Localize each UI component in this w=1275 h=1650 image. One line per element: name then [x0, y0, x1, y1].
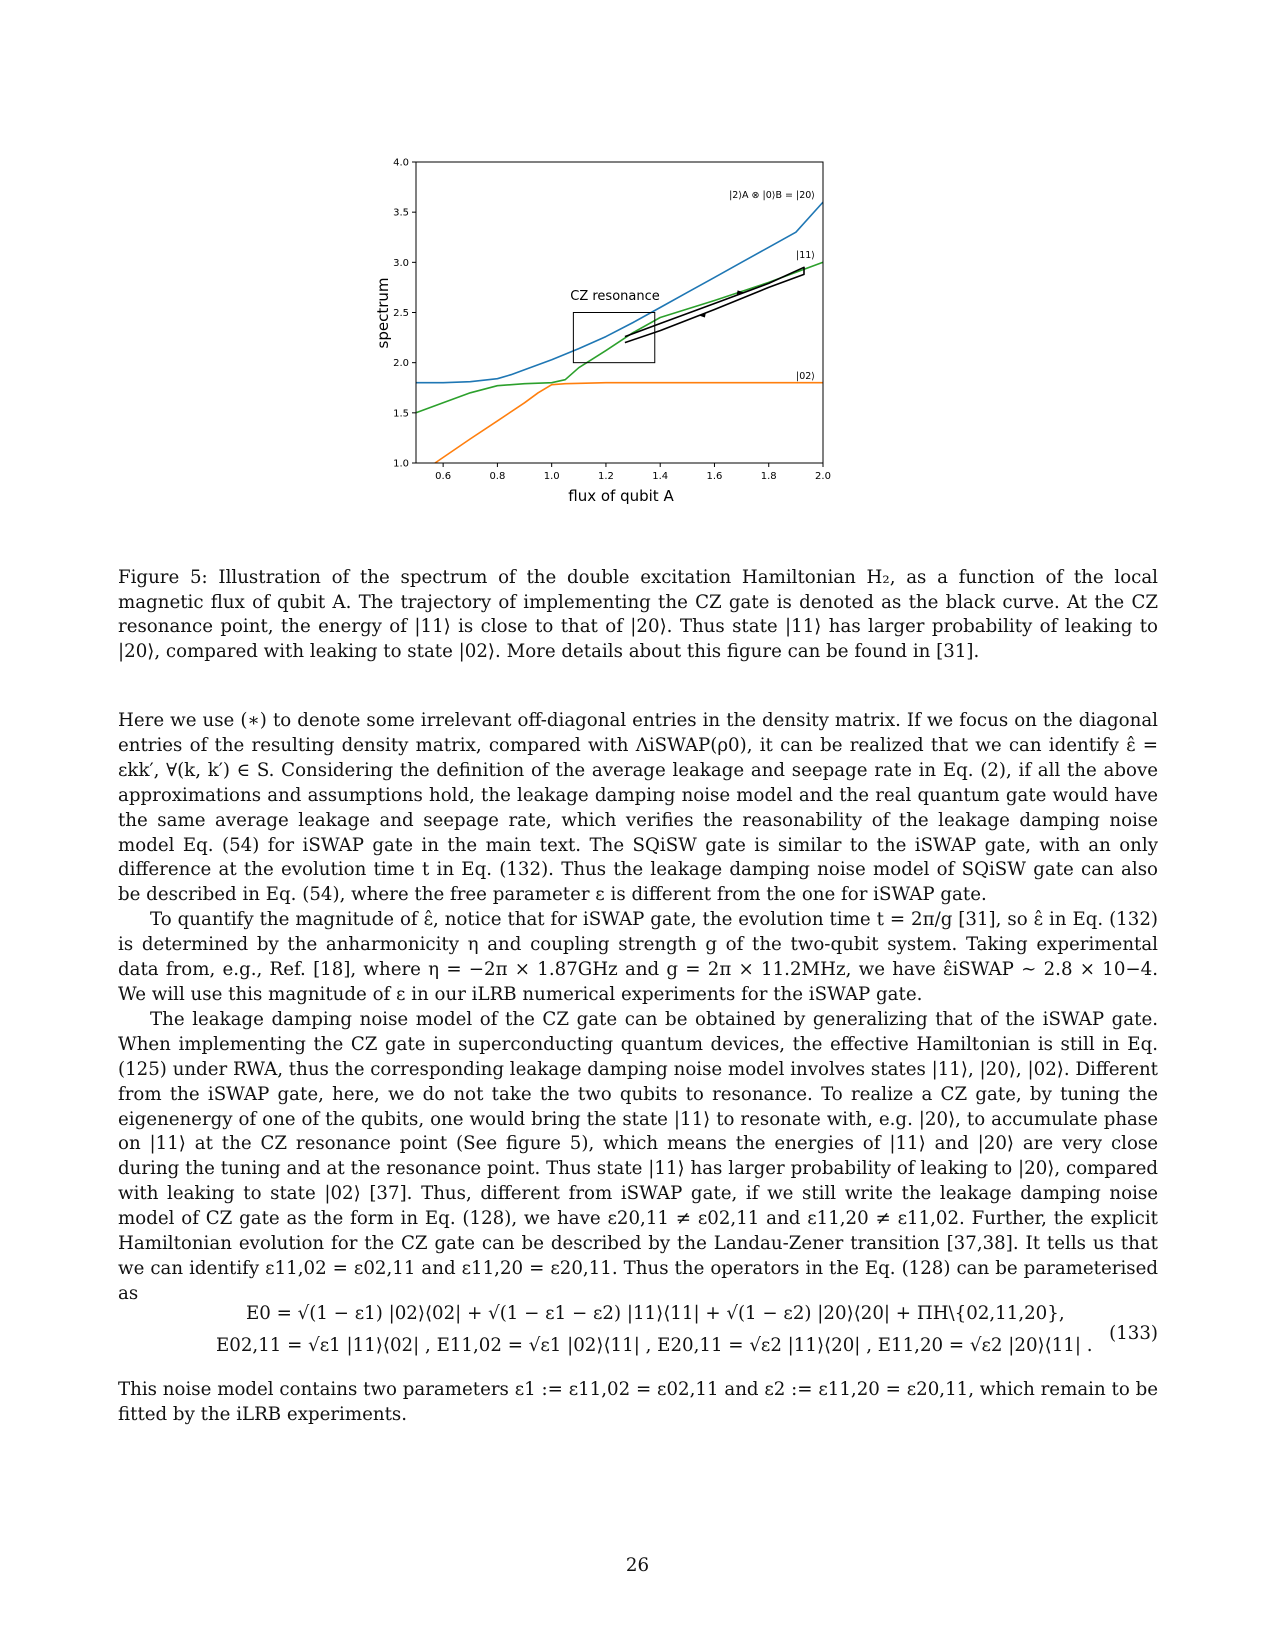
- state-label-02: |02⟩: [796, 371, 815, 382]
- x-tick-label: 0.6: [435, 471, 452, 482]
- x-tick-label: 1.6: [706, 471, 723, 482]
- y-axis-label: spectrum: [374, 277, 392, 349]
- x-tick-label: 2.0: [815, 471, 831, 482]
- paragraph-2: To quantify the magnitude of ε̂, notice that for iSWAP gate, the evolution time t = 2π/g [31], so ε̂ in Eq. (132) is determined by the anharmonicity η and coupling strength g of the two-qubit system. Taking experimental data from, e.g., Ref. [18], where η = −2π × 1.87GHz and g = 2π × 11.2MHz, we have ε̂iSWAP ∼ 2.8 × 10−4. We will use this magnitude of ε in our iLRB numerical experiments for the iSWAP gate.: [118, 909, 1158, 1005]
- series-line-green: [416, 262, 823, 413]
- equation-line-1: E0 = √(1 − ε1) |02⟩⟨02| + √(1 − ε1 − ε2) |11⟩⟨11| + √(1 − ε2) |20⟩⟨20| + ΠH\{02,11,20},: [246, 1303, 1065, 1324]
- y-tick-label: 2.5: [393, 308, 409, 319]
- cz-resonance-label: CZ resonance: [570, 289, 660, 304]
- y-tick-label: 3.5: [393, 207, 409, 219]
- caption-label: Figure 5:: [118, 567, 208, 588]
- paragraph-3: The leakage damping noise model of the CZ gate can be obtained by generalizing that of the iSWAP gate. When implementing the CZ gate in superconducting quantum devices, the effective Hamiltonian is still in Eq. (125) under RWA, thus the corresponding leakage damping noise model involves states |11⟩, |20⟩, |02⟩. Different from the iSWAP gate, here, we do not take the two qubits to resonance. To realize a CZ gate, by tuning the eigenenergy of one of the qubits, one would bring the state |11⟩ to resonate with, e.g. |20⟩, to accumulate phase on |11⟩ at the CZ resonance point (See figure 5), which means the energies of |11⟩ and |20⟩ are very close during the tuning and at the resonance point. Thus state |11⟩ has larger probability of leaking to |20⟩, compared with leaking to state |02⟩ [37]. Thus, different from iSWAP gate, if we still write the leakage damping noise model of CZ gate as the form in Eq. (128), we have ε20,11 ≠ ε02,11 and ε11,20 ≠ ε11,02. Further, the explicit Hamiltonian evolution for the CZ gate can be described by the Landau-Zener transition [37,38]. It tells us that we can identify ε11,02 = ε02,11 and ε11,20 = ε20,11. Thus the operators in the Eq. (128) can be parameterised as: [118, 1008, 1158, 1304]
- y-tick-label: 3.0: [393, 257, 409, 269]
- spectrum-chart: [360, 150, 880, 520]
- x-tick-label: 1.0: [543, 471, 560, 482]
- equation-line-2: E02,11 = √ε1 |11⟩⟨02| , E11,02 = √ε1 |02⟩⟨11| , E20,11 = √ε2 |11⟩⟨20| , E11,20 = √ε2 |20⟩⟨11| .: [216, 1335, 1093, 1356]
- x-tick-label: 0.8: [489, 471, 506, 482]
- x-axis-label: flux of qubit A: [568, 487, 674, 505]
- page-number: 26: [625, 1555, 650, 1576]
- paragraph-1: Here we use (∗) to denote some irrelevant off-diagonal entries in the density matrix. If we focus on the diagonal entries of the resulting density matrix, compared with ΛiSWAP(ρ0), it can be realized that we can identify ε̂ = εkk′, ∀(k, k′) ∈ S. Considering the definition of the average leakage and seepage rate in Eq. (2), if all the above approximations and assumptions hold, the leakage damping noise model and the real quantum gate would have the same average leakage and seepage rate, which verifies the reasonability of the leakage damping noise model Eq. (54) for iSWAP gate in the main text. The SQiSW gate is similar to the iSWAP gate, with an only difference at the evolution time t in Eq. (132). Thus the leakage damping noise model of SQiSW gate can also be described in Eq. (54), where the free parameter ε is different from the one for iSWAP gate.: [118, 710, 1158, 906]
- x-tick-label: 1.2: [597, 471, 614, 482]
- series-line-orange: [435, 383, 823, 463]
- cz-resonance-box: [573, 313, 654, 363]
- x-tick-label: 1.4: [652, 471, 669, 482]
- equation-133: [118, 1303, 1158, 1367]
- equation-number: (133): [1109, 1323, 1158, 1344]
- x-tick-label: 1.8: [760, 471, 777, 482]
- y-tick-label: 2.0: [393, 358, 409, 370]
- caption-text: Illustration of the spectrum of the double excitation Hamiltonian H₂, as a function of the local magnetic flux of qubit A. The trajectory of implementing the CZ gate is denoted as the black curve. At the CZ resonance point, the energy of |11⟩ is close to that of |20⟩. Thus state |11⟩ has larger probability of leaking to |20⟩, compared with leaking to state |02⟩. More details about this figure can be found in [31].: [118, 567, 1158, 662]
- state-label-20: |2⟩A ⊗ |0⟩B = |20⟩: [729, 190, 815, 201]
- spectrum-figure: [360, 150, 880, 520]
- body-text: [118, 709, 1158, 1307]
- y-tick-label: 1.0: [393, 458, 409, 470]
- y-tick-label: 4.0: [393, 157, 409, 169]
- state-label-11: |11⟩: [796, 250, 815, 261]
- y-tick-label: 1.5: [393, 408, 409, 420]
- closing-paragraph-block: [118, 1378, 1158, 1428]
- paragraph-4: This noise model contains two parameters ε1 := ε11,02 = ε02,11 and ε2 := ε11,20 = ε20,11, which remain to be fitted by the iLRB experiments.: [118, 1379, 1158, 1425]
- figure-caption: [118, 566, 1158, 664]
